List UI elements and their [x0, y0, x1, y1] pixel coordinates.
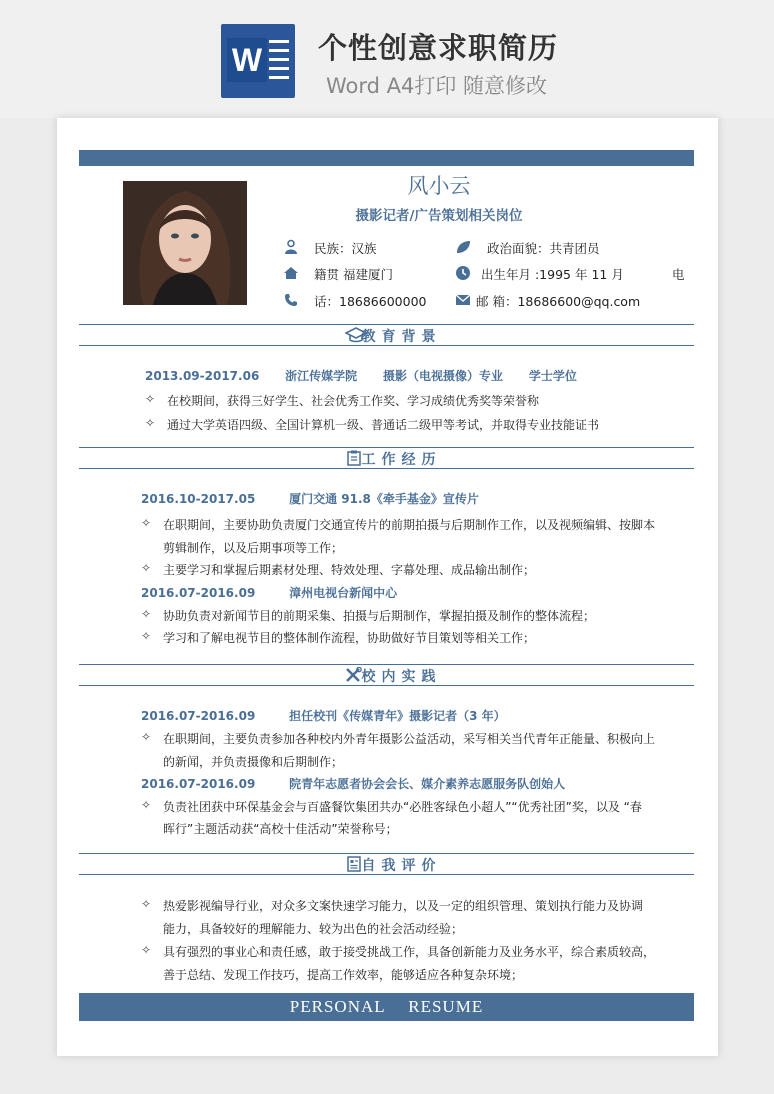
job-target: 摄影记者/广告策划相关岗位 [355, 208, 523, 224]
section-work [79, 447, 694, 469]
campus-entry-header [141, 775, 565, 792]
bullet-icon: ✧ [145, 416, 156, 430]
home-icon [283, 265, 299, 281]
edu-school: 浙江传媒学院 [285, 369, 358, 383]
campus-entry-header [141, 707, 506, 724]
edu-degree: 学士学位 [528, 369, 577, 383]
leaf-icon [455, 239, 471, 255]
section-title-campus: 校内实践 [361, 669, 442, 685]
edu-major: 摄影（电视摄像）专业 [382, 369, 503, 383]
bullet-icon: ✧ [141, 897, 152, 911]
bullet-icon: ✧ [141, 943, 152, 957]
bullet-icon: ✧ [145, 392, 156, 406]
bullet-icon: ✧ [141, 561, 152, 575]
campus-line: 负责社团获中环保基金会与百盛餐饮集团共办“必胜客绿色小超人”“优秀社团”奖，以及 “春 [163, 800, 642, 814]
campus-title: 担任校刊《传媒青年》摄影记者（3 年） [289, 709, 506, 723]
birth-text: 出生年月 :1995 年 11 月 [481, 267, 624, 282]
word-letter: W [227, 38, 267, 82]
work-line: 主要学习和掌握后期素材处理、特效处理、字幕处理、成品输出制作； [163, 563, 536, 577]
campus-line: 的新闻，并负责摄像和后期制作； [163, 755, 344, 769]
bullet-icon: ✧ [141, 730, 152, 744]
work-line: 在职期间，主要协助负责厦门交通宣传片的前期拍摄与后期制作工作，以及视频编辑、按脚本 [163, 518, 656, 532]
section-education [79, 324, 694, 346]
campus-date: 2016.07-2016.09 [141, 709, 256, 723]
ethnicity-text: 民族：汉族 [314, 241, 377, 256]
work-date: 2016.10-2017.05 [141, 492, 256, 506]
resume-page [57, 118, 718, 1056]
top-banner [0, 0, 774, 118]
section-title-self: 自我评价 [361, 858, 442, 874]
edu-date: 2013.09-2017.06 [145, 369, 260, 383]
profile-photo [123, 181, 247, 305]
mail-icon [455, 292, 471, 308]
phone-icon [283, 292, 299, 308]
section-self-evaluation [79, 853, 694, 875]
work-line: 学习和了解电视节目的整体制作流程，协助做好节目策划等相关工作； [163, 631, 536, 645]
email-text: 邮 箱：18686600@qq.com [476, 294, 641, 309]
self-line: 热爱影视编导行业，对众多文案快速学习能力，以及一定的组织管理、策划执行能力及协调 [163, 899, 644, 913]
work-title: 漳州电视台新闻中心 [289, 586, 398, 600]
bullet-icon: ✧ [141, 607, 152, 621]
phone-label-tail: 电 [672, 267, 685, 282]
political-text: 政治面貌：共青团员 [487, 241, 600, 256]
work-line: 剪辑制作，以及后期事项等工作； [163, 541, 344, 555]
section-campus [79, 664, 694, 686]
campus-title: 院青年志愿者协会会长、媒介素养志愿服务队创始人 [289, 777, 566, 791]
education-row [145, 367, 577, 384]
bullet-icon: ✧ [141, 516, 152, 530]
self-line: 具有强烈的事业心和责任感，敢于接受挑战工作，具备创新能力及业务水平，综合素质较高， [163, 945, 656, 959]
work-date: 2016.07-2016.09 [141, 586, 256, 600]
clock-icon [455, 265, 471, 281]
section-title-work: 工作经历 [361, 452, 442, 468]
work-entry-header [141, 490, 479, 507]
work-title: 厦门交通 91.8《牵手基金》宣传片 [289, 492, 479, 506]
campus-date: 2016.07-2016.09 [141, 777, 256, 791]
word-logo-icon [221, 24, 295, 98]
section-title-education: 教育背景 [361, 329, 442, 345]
work-line: 协助负责对新闻节目的前期采集、拍摄与后期制作，掌握拍摄及制作的整体流程； [163, 609, 596, 623]
edu-item: 通过大学英语四级、全国计算机一级、普通话二级甲等考试，并取得专业技能证书 [167, 418, 600, 432]
bullet-icon: ✧ [141, 629, 152, 643]
campus-line: 晖行”主题活动获“高校十佳活动”荣誉称号； [163, 822, 398, 836]
header-bar [79, 150, 694, 166]
footer-bar: PERSONAL RESUME [79, 993, 694, 1021]
person-name: 风小云 [407, 174, 471, 198]
campus-line: 在职期间，主要负责参加各种校内外青年摄影公益活动，采写相关当代青年正能量、积极向上 [163, 732, 656, 746]
person-icon [283, 239, 299, 255]
bullet-icon: ✧ [141, 798, 152, 812]
edu-item: 在校期间，获得三好学生、社会优秀工作奖、学习成绩优秀奖等荣誉称 [167, 394, 540, 408]
self-line: 善于总结、发现工作技巧，提高工作效率，能够适应各种复杂环境； [163, 968, 524, 982]
native-place-text: 籍贯 福建厦门 [314, 267, 393, 282]
banner-title: 个性创意求职简历 [318, 31, 559, 65]
banner-subtitle: Word A4打印 随意修改 [326, 74, 548, 98]
phone-text: 话：18686600000 [314, 294, 427, 309]
self-line: 能力，具备较好的理解能力、较为出色的社会活动经验； [163, 922, 464, 936]
work-entry-header [141, 584, 397, 601]
